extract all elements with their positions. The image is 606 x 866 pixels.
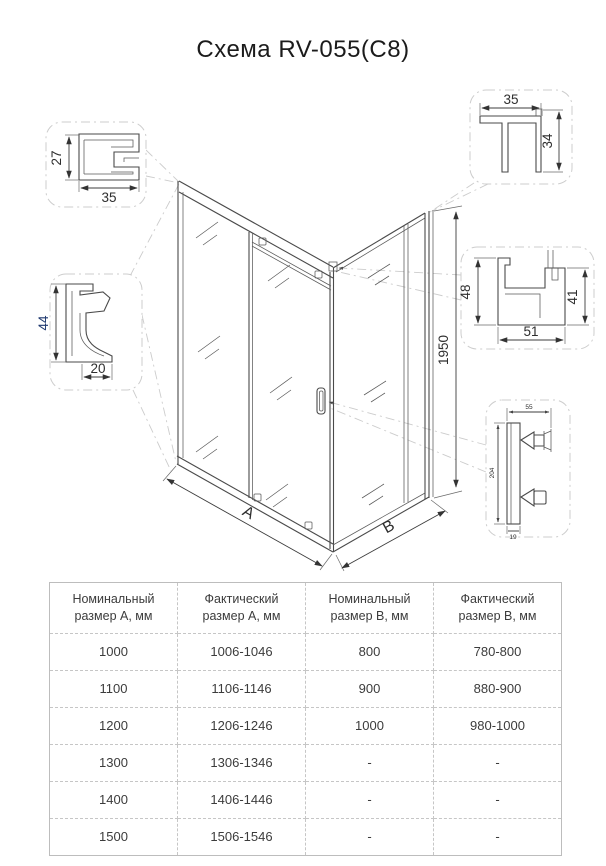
table-header-row: [50, 583, 562, 634]
col-header-nominal-a: Номинальный размер А, мм: [50, 583, 178, 634]
cell-actual-b: 980-1000: [434, 707, 562, 744]
cell-actual-a: 1506-1546: [178, 818, 306, 855]
dim-height-label: 1950: [436, 334, 451, 366]
dim-left-profile-width: 20: [90, 361, 106, 376]
dimension-depth-B: [336, 500, 448, 571]
cell-actual-a: 1106-1146: [178, 670, 306, 707]
dim-handle-width: 55: [525, 404, 533, 411]
cell-actual-a: 1206-1246: [178, 707, 306, 744]
page-title: Схема RV-055(C8): [196, 36, 410, 63]
cell-nominal-a: 1100: [50, 670, 178, 707]
cell-nominal-b: -: [306, 781, 434, 818]
cell-actual-b: -: [434, 744, 562, 781]
dim-corner-right-height: 41: [565, 289, 580, 305]
cell-actual-a: 1306-1346: [178, 744, 306, 781]
callout-bubbles: [46, 90, 594, 537]
dim-top-rail-width: 35: [101, 190, 117, 205]
size-table: [49, 582, 562, 856]
cell-actual-b: 780-800: [434, 633, 562, 670]
callout-leader-lines: [130, 150, 488, 472]
door-handle: [317, 388, 325, 414]
col-header-nominal-b: Номинальный размер В, мм: [306, 583, 434, 634]
dimension-width-A: [163, 466, 332, 570]
door-guide-bottom: [305, 522, 312, 529]
cell-nominal-b: 900: [306, 670, 434, 707]
dim-corner-left-height: 48: [458, 284, 473, 300]
dim-handle-base: 19: [509, 534, 517, 541]
cell-actual-b: 880-900: [434, 670, 562, 707]
dim-depth-label: B: [380, 517, 398, 538]
cell-actual-b: -: [434, 818, 562, 855]
dim-handle-height: 204: [489, 467, 496, 479]
col-header-actual-b: Фактический размер В, мм: [434, 583, 562, 634]
door-roller-top-right: [315, 271, 322, 278]
dim-wall-profile-width: 35: [503, 92, 519, 107]
dim-left-profile-height: 44: [36, 315, 51, 331]
table-row: [50, 707, 562, 744]
cell-nominal-a: 1400: [50, 781, 178, 818]
table-row: [50, 744, 562, 781]
callout-handle-detail: [486, 400, 570, 537]
cell-nominal-b: 1000: [306, 707, 434, 744]
table-row: [50, 633, 562, 670]
table-row: [50, 818, 562, 855]
cell-nominal-a: 1300: [50, 744, 178, 781]
cell-nominal-a: 1200: [50, 707, 178, 744]
cell-actual-a: 1006-1046: [178, 633, 306, 670]
dimension-height-1950: [434, 206, 462, 498]
table-row: [50, 670, 562, 707]
dim-corner-width: 51: [523, 324, 539, 339]
cell-nominal-a: 1500: [50, 818, 178, 855]
cell-nominal-b: 800: [306, 633, 434, 670]
callout-wall-profile: [470, 90, 572, 184]
col-header-actual-a: Фактический размер А, мм: [178, 583, 306, 634]
enclosure-front-frame: [177, 181, 334, 552]
cell-actual-a: 1406-1446: [178, 781, 306, 818]
dim-width-label: A: [239, 503, 257, 524]
dim-wall-profile-height: 34: [540, 133, 555, 149]
cell-nominal-b: -: [306, 818, 434, 855]
enclosure-side-panel: [329, 210, 433, 552]
cell-nominal-a: 1000: [50, 633, 178, 670]
cell-nominal-b: -: [306, 744, 434, 781]
cell-actual-b: -: [434, 781, 562, 818]
dim-top-rail-height: 27: [49, 150, 64, 166]
table-row: [50, 781, 562, 818]
